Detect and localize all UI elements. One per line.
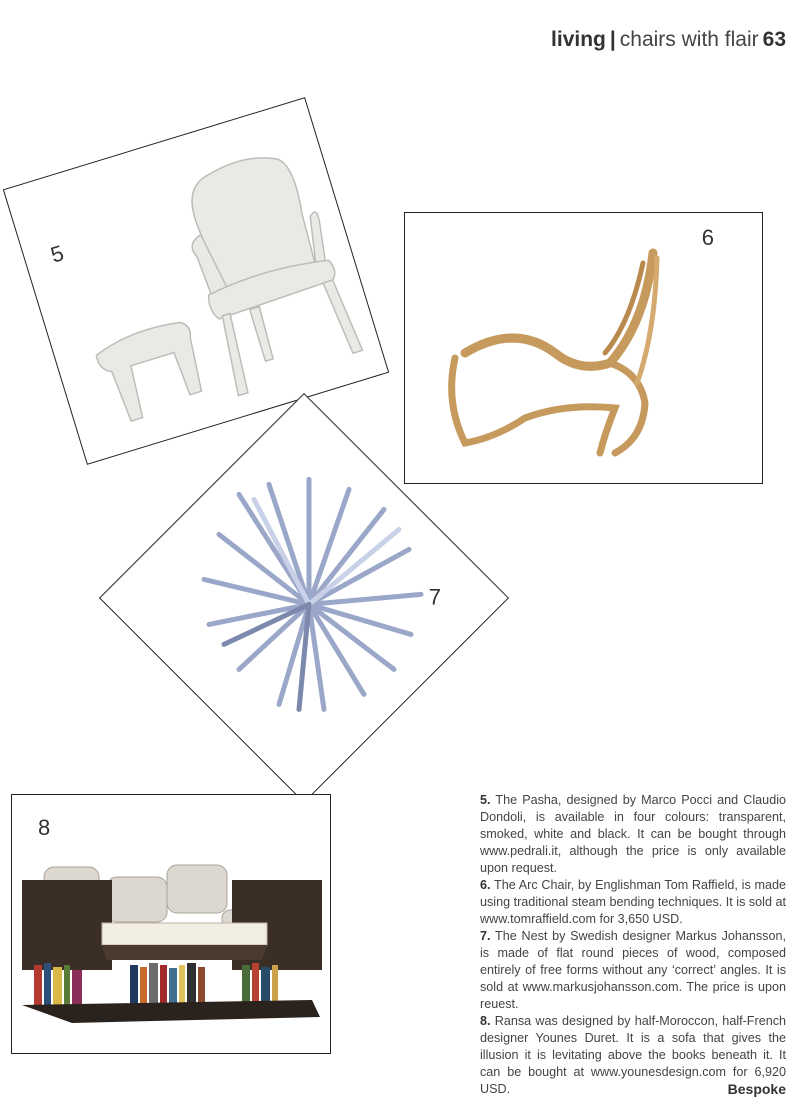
section-name: living bbox=[551, 28, 606, 51]
figure-5-number: 5 bbox=[47, 240, 67, 268]
page-number: 63 bbox=[762, 28, 786, 51]
caption-5-number: 5. bbox=[480, 793, 491, 807]
caption-7-text: The Nest by Swedish designer Markus Johansson, is made of flat round pieces of wood, composed entirely of free forms without any ‘correct’ angles. It is sold at www.markusjohansson.com. The price is upon reuest. bbox=[480, 929, 786, 1011]
caption-6 bbox=[480, 877, 786, 928]
header-separator: | bbox=[609, 28, 616, 51]
section-topic: chairs with flair bbox=[619, 28, 759, 51]
caption-6-number: 6. bbox=[480, 878, 491, 892]
figure-7-number: 7 bbox=[428, 584, 442, 610]
caption-7-number: 7. bbox=[480, 929, 491, 943]
caption-5 bbox=[480, 792, 786, 877]
caption-5-text: The Pasha, designed by Marco Pocci and Claudio Dondoli, is available in four colours: transparent, smoked, white and black. It can be bought through www.pedrali.it, although the price is only available upon request. bbox=[480, 793, 786, 875]
captions-block bbox=[480, 792, 786, 1098]
figure-6-number: 6 bbox=[701, 225, 714, 250]
arc-chair-image bbox=[405, 213, 764, 485]
caption-8-number: 8. bbox=[480, 1014, 491, 1028]
figure-8-frame bbox=[11, 794, 331, 1054]
caption-6-text: The Arc Chair, by Englishman Tom Raffield, is made using traditional steam bending techniques. It is sold at www.tomraffield.com for 3,650 USD. bbox=[480, 878, 786, 926]
figure-6-frame bbox=[404, 212, 763, 484]
pasha-chair-image bbox=[4, 98, 390, 466]
figure-5-frame bbox=[3, 97, 389, 465]
ransa-sofa-image bbox=[12, 795, 332, 1055]
figure-8-number: 8 bbox=[38, 815, 51, 840]
caption-8-text: Ransa was designed by half-Moroccon, half-French designer Younes Duret. It is a sofa that gives the illusion it is levitating above the books beneath it. It can be bought at www.younesdesign.com for 6,920 USD. bbox=[480, 1014, 787, 1096]
page-header bbox=[551, 28, 786, 52]
publication-name: Bespoke bbox=[727, 1081, 786, 1097]
caption-7 bbox=[480, 928, 786, 1013]
